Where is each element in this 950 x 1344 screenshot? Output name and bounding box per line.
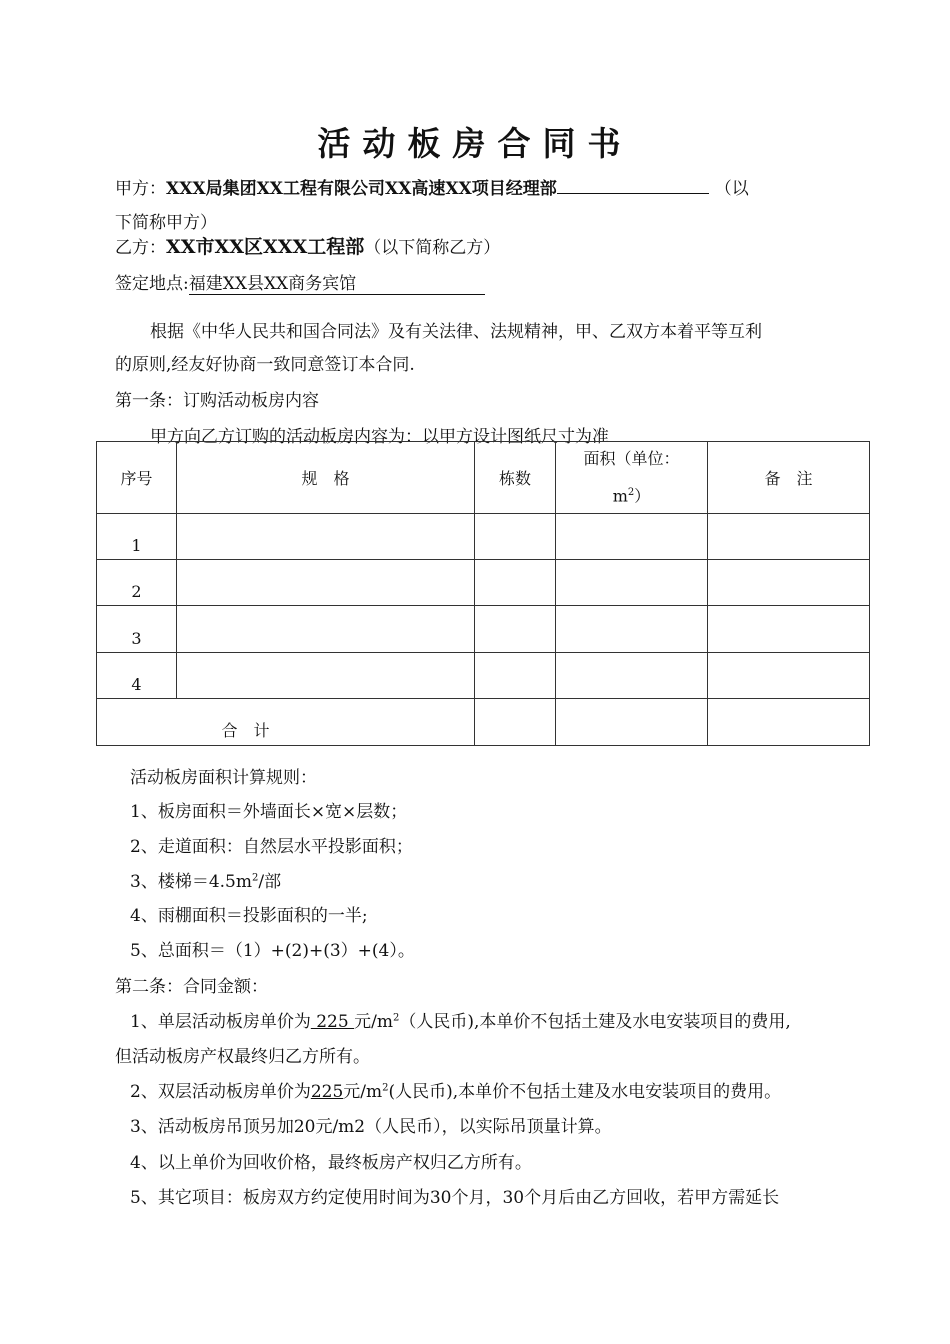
area-unit-close: ）: [634, 486, 651, 506]
party-a-suffix: （以: [714, 179, 749, 199]
total-note-cell[interactable]: [708, 699, 870, 746]
spec-table: [96, 441, 870, 746]
rule-3-text: 3、楼梯＝4.5m: [130, 872, 252, 892]
row-count-cell[interactable]: [475, 514, 556, 560]
area-unit-sup: 2: [627, 487, 635, 498]
price-1-tail: （人民币),本单价不包括土建及水电安装项目的费用,: [399, 1012, 791, 1032]
price-1-text: 1、单层活动板房单价为: [130, 1012, 311, 1032]
rule-4: 4、雨棚面积＝投影面积的一半;: [130, 906, 368, 926]
row-no: 4: [97, 653, 177, 699]
table-row: [97, 606, 870, 653]
article-1-title: 第一条：订购活动板房内容: [115, 391, 319, 411]
row-note-cell[interactable]: [708, 560, 870, 606]
signing-place-value: 福建XX县XX商务宾馆: [189, 269, 485, 295]
price-2-unit: 元/m: [343, 1082, 383, 1102]
price-item-5: 5、其它项目：板房双方约定使用时间为30个月，30个月后由乙方回收，若甲方需延长: [130, 1188, 780, 1208]
row-note-cell[interactable]: [708, 514, 870, 560]
price-2-unit-sup: 2: [382, 1082, 389, 1094]
party-b-name: XX市XX区XXX工程部: [166, 236, 365, 258]
party-a-name: XXX局集团XX工程有限公司XX高速XX项目经理部: [166, 179, 557, 199]
total-count-cell[interactable]: [475, 699, 556, 746]
party-a-line-2: 下简称甲方）: [115, 213, 217, 233]
row-count-cell[interactable]: [475, 653, 556, 699]
table-row: [97, 653, 870, 699]
area-unit: m: [612, 486, 628, 506]
rules-title: 活动板房面积计算规则：: [130, 768, 317, 788]
row-area-cell[interactable]: [556, 606, 708, 653]
document-title: 活动板房合同书: [317, 124, 633, 163]
price-1-value: 225: [310, 1012, 355, 1032]
price-item-2: [130, 1077, 781, 1102]
signing-place-line: [115, 269, 485, 295]
table-row: [97, 514, 870, 560]
rule-1: 1、板房面积＝外墙面长×宽×层数；: [130, 802, 408, 822]
header-area-line-1: 面积（单位：: [583, 449, 680, 468]
price-item-3: 3、活动板房吊顶另加20元/m2（人民币），以实际吊顶量计算。: [130, 1117, 612, 1137]
rule-3-tail: /部: [258, 872, 282, 892]
article-2-title: 第二条：合同金额：: [115, 977, 268, 997]
rule-3: [130, 867, 281, 892]
row-area-cell[interactable]: [556, 560, 708, 606]
header-note: 备 注: [708, 442, 870, 514]
row-spec-cell[interactable]: [177, 514, 475, 560]
price-item-4: 4、以上单价为回收价格，最终板房产权归乙方所有。: [130, 1153, 532, 1173]
total-area-cell[interactable]: [556, 699, 708, 746]
party-a-line: [115, 174, 749, 199]
header-area-line-2: [556, 476, 707, 513]
table-row: [97, 560, 870, 606]
header-spec: 规 格: [177, 442, 475, 514]
row-note-cell[interactable]: [708, 606, 870, 653]
intro-line-2: 的原则,经友好协商一致同意签订本合同.: [115, 355, 415, 375]
party-b-label: 乙方：: [115, 238, 166, 258]
total-label: 合 计: [97, 699, 475, 746]
rule-2: 2、走道面积：自然层水平投影面积；: [130, 837, 413, 857]
row-area-cell[interactable]: [556, 653, 708, 699]
price-1-unit: 元/m: [354, 1012, 393, 1032]
price-2-tail: (人民币),本单价不包括土建及水电安装项目的费用。: [388, 1082, 782, 1102]
intro-line-1: 根据《中华人民共和国合同法》及有关法律、法规精神，甲、乙双方本着平等互利: [150, 322, 762, 342]
row-count-cell[interactable]: [475, 560, 556, 606]
row-no: 3: [97, 606, 177, 653]
row-no: 1: [97, 514, 177, 560]
row-note-cell[interactable]: [708, 653, 870, 699]
row-area-cell[interactable]: [556, 514, 708, 560]
row-no: 2: [97, 560, 177, 606]
header-no: 序号: [97, 442, 177, 514]
table-total-row: [97, 699, 870, 746]
row-spec-cell[interactable]: [177, 560, 475, 606]
header-area: [556, 442, 708, 514]
signing-place-label: 签定地点:: [115, 274, 189, 294]
party-a-blank: [557, 179, 709, 194]
price-item-1: [130, 1007, 791, 1032]
row-spec-cell[interactable]: [177, 606, 475, 653]
price-1-unit-sup: 2: [392, 1012, 400, 1024]
article-1-desc: 甲方向乙方订购的活动板房内容为：以甲方设计图纸尺寸为准: [150, 427, 609, 447]
row-count-cell[interactable]: [475, 606, 556, 653]
party-a-label: 甲方：: [115, 179, 166, 199]
price-2-text: 2、双层活动板房单价为: [130, 1082, 311, 1102]
header-count: 栋数: [475, 442, 556, 514]
rule-3-sup: 2: [251, 872, 259, 884]
price-2-value: 225: [310, 1082, 344, 1102]
party-b-suffix: （以下简称乙方）: [364, 238, 501, 258]
rule-5: 5、总面积＝（1）+(2)+(3）+(4）。: [130, 941, 415, 961]
price-item-1-cont: 但活动板房产权最终归乙方所有。: [115, 1047, 370, 1067]
party-b-line: [115, 232, 500, 259]
row-spec-cell[interactable]: [177, 653, 475, 699]
table-header-row: [97, 442, 870, 514]
